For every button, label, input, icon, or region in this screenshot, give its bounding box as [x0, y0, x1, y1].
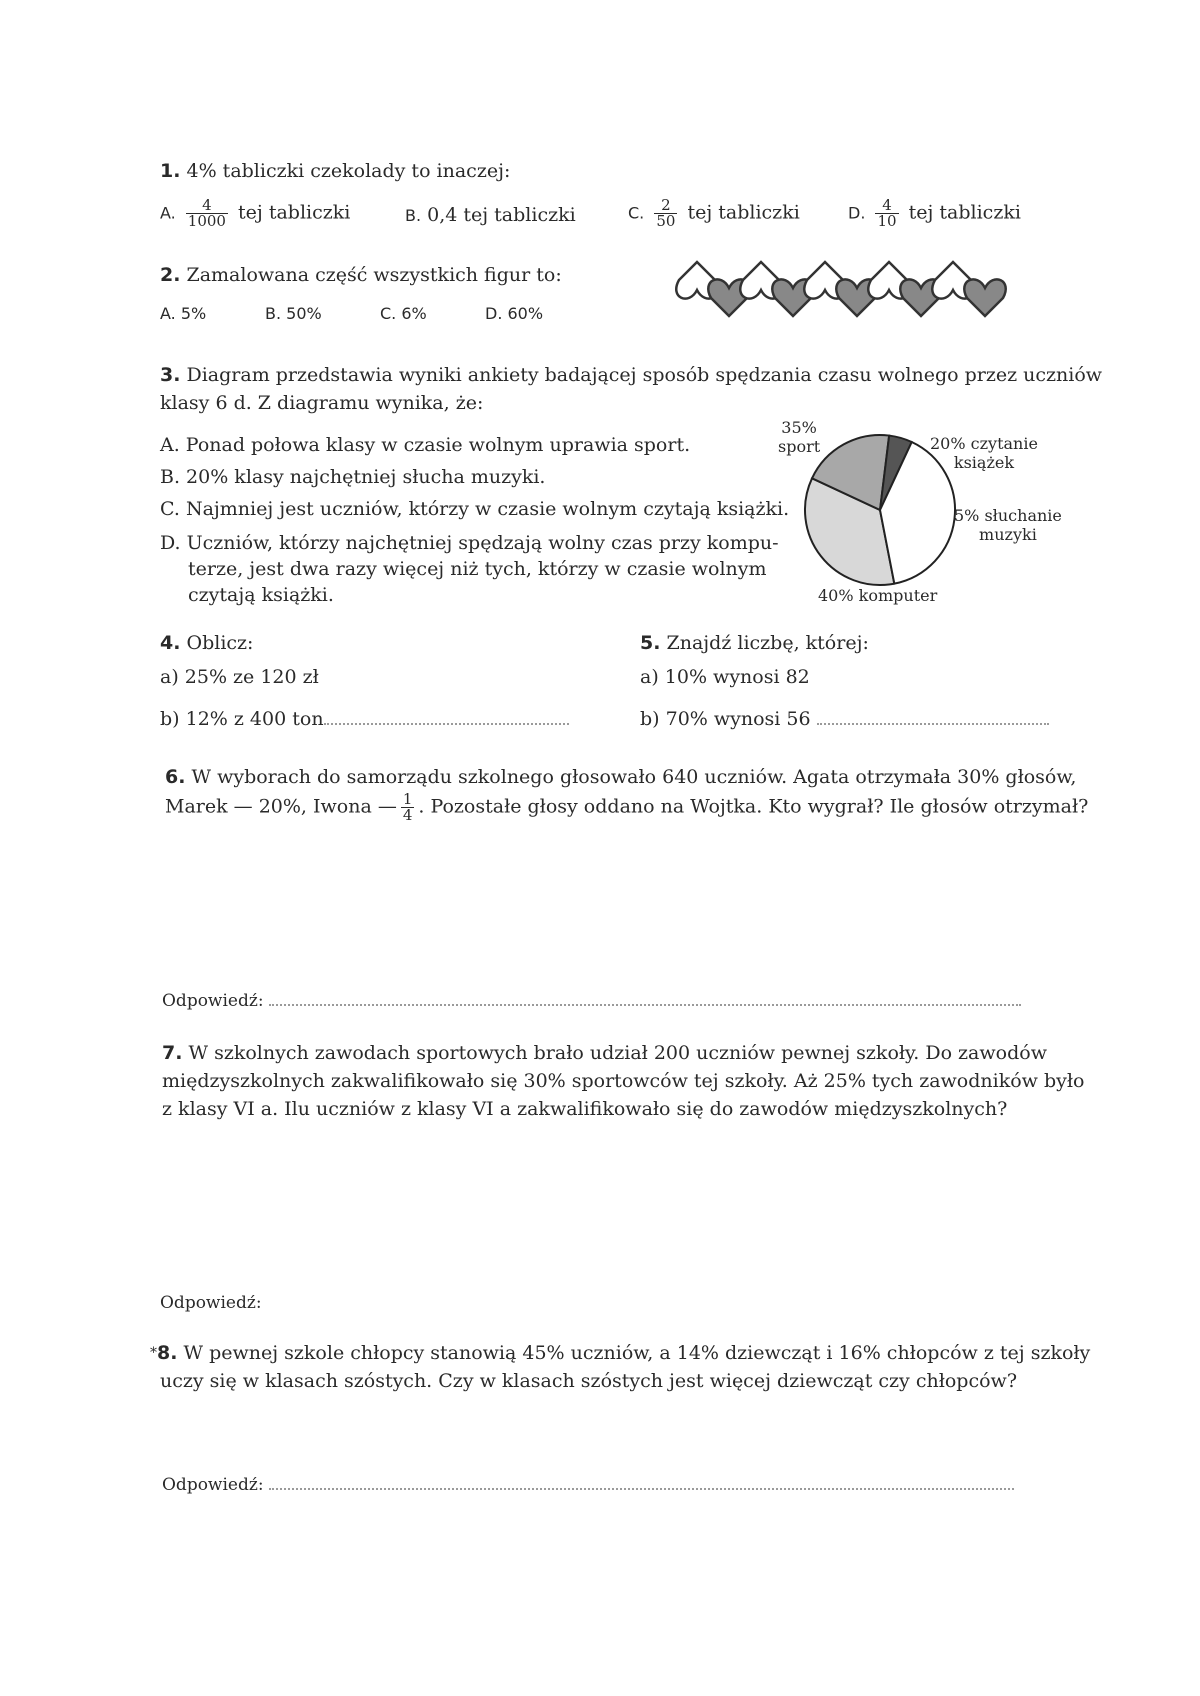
q1-option-b[interactable]: B. 0,4 tej tabliczki [405, 204, 576, 226]
answer-line[interactable] [269, 990, 1021, 1006]
answer-line[interactable] [817, 709, 1049, 725]
question-text-line2: międzyszkolnych zakwalifikowało się 30% sportowców tej szkoły. Aż 25% tych zawodników było [162, 1070, 1085, 1092]
question-8 [150, 1340, 1090, 1366]
shaded-heart [964, 279, 1005, 316]
question-7 [162, 1040, 1047, 1066]
q3-option-c[interactable]: C. Najmniej jest uczniów, którzy w czasie wolnym czytają książki. [160, 498, 790, 520]
fraction: $\frac{1}{4}$ [402, 790, 413, 824]
question-text: Znajdź liczbę, której: [666, 632, 869, 654]
question-text-line1: W szkolnych zawodach sportowych brało udział 200 uczniów pewnej szkoły. Do zawodów [188, 1042, 1047, 1064]
q2-option-b[interactable]: B. 50% [265, 304, 322, 323]
question-6 [165, 764, 1076, 790]
q1-option-c[interactable]: C. $\frac{2}{50}$ tej tabliczki [628, 196, 800, 230]
pie-label-czytanie: 20% czytanie książek [930, 434, 1038, 472]
q4-item-b: b) 12% z 400 ton [160, 706, 569, 732]
question-number: 7. [162, 1042, 183, 1064]
question-text: 4% tabliczki czekolady to inaczej: [186, 160, 511, 182]
pie-label-komputer: 40% komputer [818, 586, 938, 605]
question-text-line2: uczy się w klasach szóstych. Czy w klasach szóstych jest więcej dziewcząt czy chłopców? [160, 1370, 1018, 1392]
question-number: 6. [165, 766, 186, 788]
fraction: $\frac{2}{50}$ [656, 196, 676, 230]
hearts-figure [675, 250, 1010, 332]
q1-option-a[interactable]: A. $\frac{4}{1000}$ tej tabliczki [160, 196, 351, 230]
answer-label: Odpowiedź: [162, 1472, 1014, 1498]
question-4 [160, 630, 253, 656]
question-text-line1: Diagram przedstawia wyniki ankiety badającej sposób spędzania czasu wolnego przez uczniów [186, 364, 1103, 386]
question-2 [160, 262, 562, 288]
q2-option-c[interactable]: C. 6% [380, 304, 427, 323]
q3-option-a[interactable]: A. Ponad połowa klasy w czasie wolnym uprawia sport. [160, 434, 691, 456]
fraction: $\frac{4}{1000}$ [187, 196, 226, 230]
star-mark: * [150, 1345, 157, 1361]
question-text-line2: klasy 6 d. Z diagramu wynika, że: [160, 392, 484, 414]
q2-option-d[interactable]: D. 60% [485, 304, 544, 323]
q3-option-d[interactable]: D. Uczniów, którzy najchętniej spędzają wolny czas przy kompu- terze, jest dwa razy więcej niż tych, którzy w czasie wolnym czytają książki. [160, 532, 779, 606]
question-text-line1: W pewnej szkole chłopcy stanowią 45% uczniów, a 14% dziewcząt i 16% chłopców z tej szkoły [183, 1342, 1091, 1364]
pie-label-sport: 35% sport [778, 418, 821, 456]
question-number: 1. [160, 160, 181, 182]
q5-item-a: a) 10% wynosi 82 [640, 666, 810, 688]
question-3 [160, 362, 1102, 388]
q1-option-d[interactable]: D. $\frac{4}{10}$ tej tabliczki [848, 196, 1021, 230]
q2-option-a[interactable]: A. 5% [160, 304, 207, 323]
question-text: Oblicz: [186, 632, 254, 654]
question-number: 8. [157, 1342, 178, 1364]
q3-option-b[interactable]: B. 20% klasy najchętniej słucha muzyki. [160, 466, 546, 488]
question-number: 4. [160, 632, 181, 654]
answer-label: Odpowiedź: [162, 988, 1021, 1014]
question-text: Zamalowana część wszystkich figur to: [186, 264, 562, 286]
answer-line[interactable] [269, 1474, 1014, 1490]
question-1 [160, 158, 510, 184]
q5-item-b: b) 70% wynosi 56 [640, 706, 1049, 732]
pie-label-muzyka: 5% słuchanie muzyki [954, 506, 1062, 544]
question-number: 2. [160, 264, 181, 286]
q4-item-a: a) 25% ze 120 zł [160, 666, 319, 688]
question-text-line1: W wyborach do samorządu szkolnego głosowało 640 uczniów. Agata otrzymała 30% głosów, [191, 766, 1077, 788]
question-text-line3: z klasy VI a. Ilu uczniów z klasy VI a zakwalifikowało się do zawodów międzyszkolnych? [162, 1098, 1008, 1120]
answer-line[interactable] [324, 709, 569, 725]
question-text-line2: Marek — 20%, Iwona — $\frac{1}{4}$ . Pozostałe głosy oddano na Wojtka. Kto wygrał? Ile głosów otrzymał? [165, 790, 1089, 824]
question-number: 3. [160, 364, 181, 386]
answer-label: Odpowiedź: [160, 1293, 262, 1313]
question-number: 5. [640, 632, 661, 654]
fraction: $\frac{4}{10}$ [877, 196, 897, 230]
question-5 [640, 630, 869, 656]
